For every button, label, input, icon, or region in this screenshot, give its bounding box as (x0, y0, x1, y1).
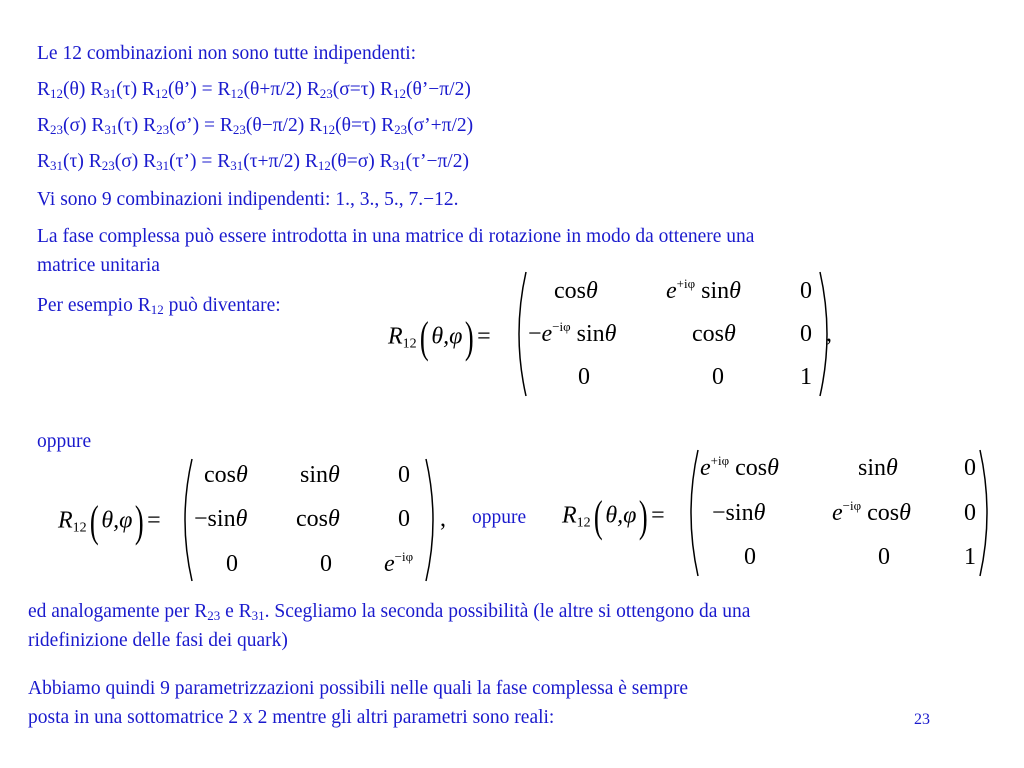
matrix-3-eq: = (651, 502, 665, 529)
m1-r3c3: 1 (800, 364, 812, 390)
matrix-3-lhs: R12( θ,φ) = (562, 492, 665, 541)
equation-text: R (37, 79, 51, 100)
matrix-2-sub: 12 (72, 520, 87, 536)
m1-r1c1: cosθ (554, 278, 598, 304)
equation-text: (τ+π/2) R (243, 151, 318, 172)
equation-text: R (37, 115, 51, 136)
m2-r3c3: $e^{-i\varphi}$ (384, 549, 414, 577)
equation-subscript: 23 (319, 86, 333, 101)
matrix-1-eq: = (477, 323, 491, 350)
complex-phase-line-cont: matrice unitaria (37, 255, 160, 276)
matrix-1-args: θ,φ (431, 323, 463, 350)
m3-r2c1: −sinθ (712, 500, 766, 526)
equation-text: (θ’) = R (167, 79, 231, 100)
equation-subscript: 23 (232, 122, 246, 137)
equation-text: (τ) R (63, 151, 102, 172)
m1-r3c1: 0 (578, 364, 590, 390)
analogous-sub-1: 23 (207, 608, 221, 623)
m2-r3c1: 0 (226, 551, 238, 577)
equation-r12 (37, 78, 471, 102)
equation-subscript: 31 (392, 158, 406, 173)
equation-text: (σ’+π/2) (407, 115, 474, 136)
analogous-text-c: . Scegliamo la seconda possibilità (le altre si ottengono da una (264, 601, 751, 622)
page-number: 23 (914, 711, 930, 728)
equation-text: (θ=τ) R (335, 115, 395, 136)
equation-text: (θ=σ) R (330, 151, 393, 172)
equation-subscript: 12 (322, 122, 336, 137)
equation-text: (σ’) = R (169, 115, 233, 136)
equation-text: (θ) R (63, 79, 104, 100)
m2-r1c2: sinθ (300, 462, 340, 488)
m2-r2c2: cosθ (296, 506, 340, 532)
equation-text: (σ) R (63, 115, 105, 136)
equation-text: (σ) R (114, 151, 157, 172)
m3-r3c2: 0 (878, 544, 890, 570)
equation-subscript: 31 (50, 158, 64, 173)
matrix-2-lhs: R12( θ,φ) = (58, 497, 161, 546)
analogous-line-cont: ridefinizione delle fasi dei quark) (28, 630, 288, 651)
analogous-text-a: ed analogamente per R (28, 601, 208, 622)
m2-r1c1: cosθ (204, 462, 248, 488)
equation-subscript: 12 (392, 86, 406, 101)
m1-r2c2: cosθ (692, 321, 736, 347)
m3-r1c1: $e^{+i\varphi}$ cosθ (700, 453, 779, 481)
equation-subscript: 23 (394, 122, 408, 137)
matrix-3-args: θ,φ (605, 502, 637, 529)
m1-r3c2: 0 (712, 364, 724, 390)
m1-r2c3: 0 (800, 321, 812, 347)
matrix-2-comma: , (440, 506, 446, 532)
analogous-text-b: e R (220, 601, 252, 622)
equation-subscript: 31 (156, 158, 170, 173)
m2-r2c3: 0 (398, 506, 410, 532)
m3-r1c3: 0 (964, 455, 976, 481)
m2-r3c2: 0 (320, 551, 332, 577)
matrix-1-lhs: R12( θ,φ) = (388, 313, 491, 362)
matrix-2-args: θ,φ (101, 507, 133, 534)
equation-text: (σ=τ) R (332, 79, 393, 100)
example-line (37, 294, 281, 318)
equation-text: (θ−π/2) R (245, 115, 323, 136)
equation-subscript: 23 (101, 158, 115, 173)
matrix-2-R: R (58, 507, 73, 534)
equation-text: (θ+π/2) R (243, 79, 320, 100)
oppure-label-2: oppure (472, 507, 527, 528)
equation-subscript: 31 (103, 86, 117, 101)
equation-text: (θ’−π/2) (405, 79, 471, 100)
matrix-3-sub: 12 (576, 515, 591, 531)
equation-r31 (37, 150, 469, 174)
matrix-1-sub: 12 (402, 336, 417, 352)
conclusion-line: Abbiamo quindi 9 parametrizzazioni possibili nelle quali la fase complessa è sempre (28, 678, 689, 699)
m2-r2c1: −sinθ (194, 506, 248, 532)
analogous-line (28, 600, 750, 624)
equation-subscript: 12 (317, 158, 331, 173)
m1-r1c2: $e^{+i\varphi}$ sinθ (666, 276, 741, 304)
m3-r3c3: 1 (964, 544, 976, 570)
oppure-label-1: oppure (37, 431, 92, 452)
equation-text: (τ’) = R (169, 151, 231, 172)
m3-r2c3: 0 (964, 500, 976, 526)
equation-subscript: 31 (230, 158, 244, 173)
matrix-1-comma: , (826, 321, 832, 347)
m3-r3c1: 0 (744, 544, 756, 570)
equation-text: R (37, 151, 51, 172)
equation-text: (τ’−π/2) (405, 151, 469, 172)
example-text-a: Per esempio R (37, 295, 151, 316)
equation-text: (τ) R (116, 79, 155, 100)
intro-line: Le 12 combinazioni non sono tutte indipendenti: (37, 43, 417, 64)
matrix-3-R: R (562, 502, 577, 529)
m1-r2c1: $-e^{-i\varphi}$ sinθ (528, 319, 617, 347)
example-sub: 12 (150, 302, 164, 317)
equation-subscript: 31 (104, 122, 118, 137)
conclusion-line-cont: posta in una sottomatrice 2 x 2 mentre gli altri parametri sono reali: (28, 707, 555, 728)
example-text-b: può diventare: (163, 295, 281, 316)
equation-text: (τ) R (117, 115, 157, 136)
independent-combinations-line: Vi sono 9 combinazioni indipendenti: 1., 3., 5., 7.−12. (37, 189, 459, 210)
complex-phase-line: La fase complessa può essere introdotta in una matrice di rotazione in modo da ottenere una (37, 226, 755, 247)
equation-subscript: 12 (154, 86, 168, 101)
m3-r1c2: sinθ (858, 455, 898, 481)
equation-r23 (37, 114, 473, 138)
matrix-2-eq: = (147, 507, 161, 534)
equation-subscript: 23 (156, 122, 170, 137)
m1-r1c3: 0 (800, 278, 812, 304)
equation-subscript: 12 (230, 86, 244, 101)
m3-r2c2: $e^{-i\varphi}$ cosθ (832, 498, 911, 526)
equation-subscript: 12 (50, 86, 64, 101)
matrix-1-R: R (388, 323, 403, 350)
m2-r1c3: 0 (398, 462, 410, 488)
equation-subscript: 23 (50, 122, 64, 137)
analogous-sub-2: 31 (251, 608, 265, 623)
